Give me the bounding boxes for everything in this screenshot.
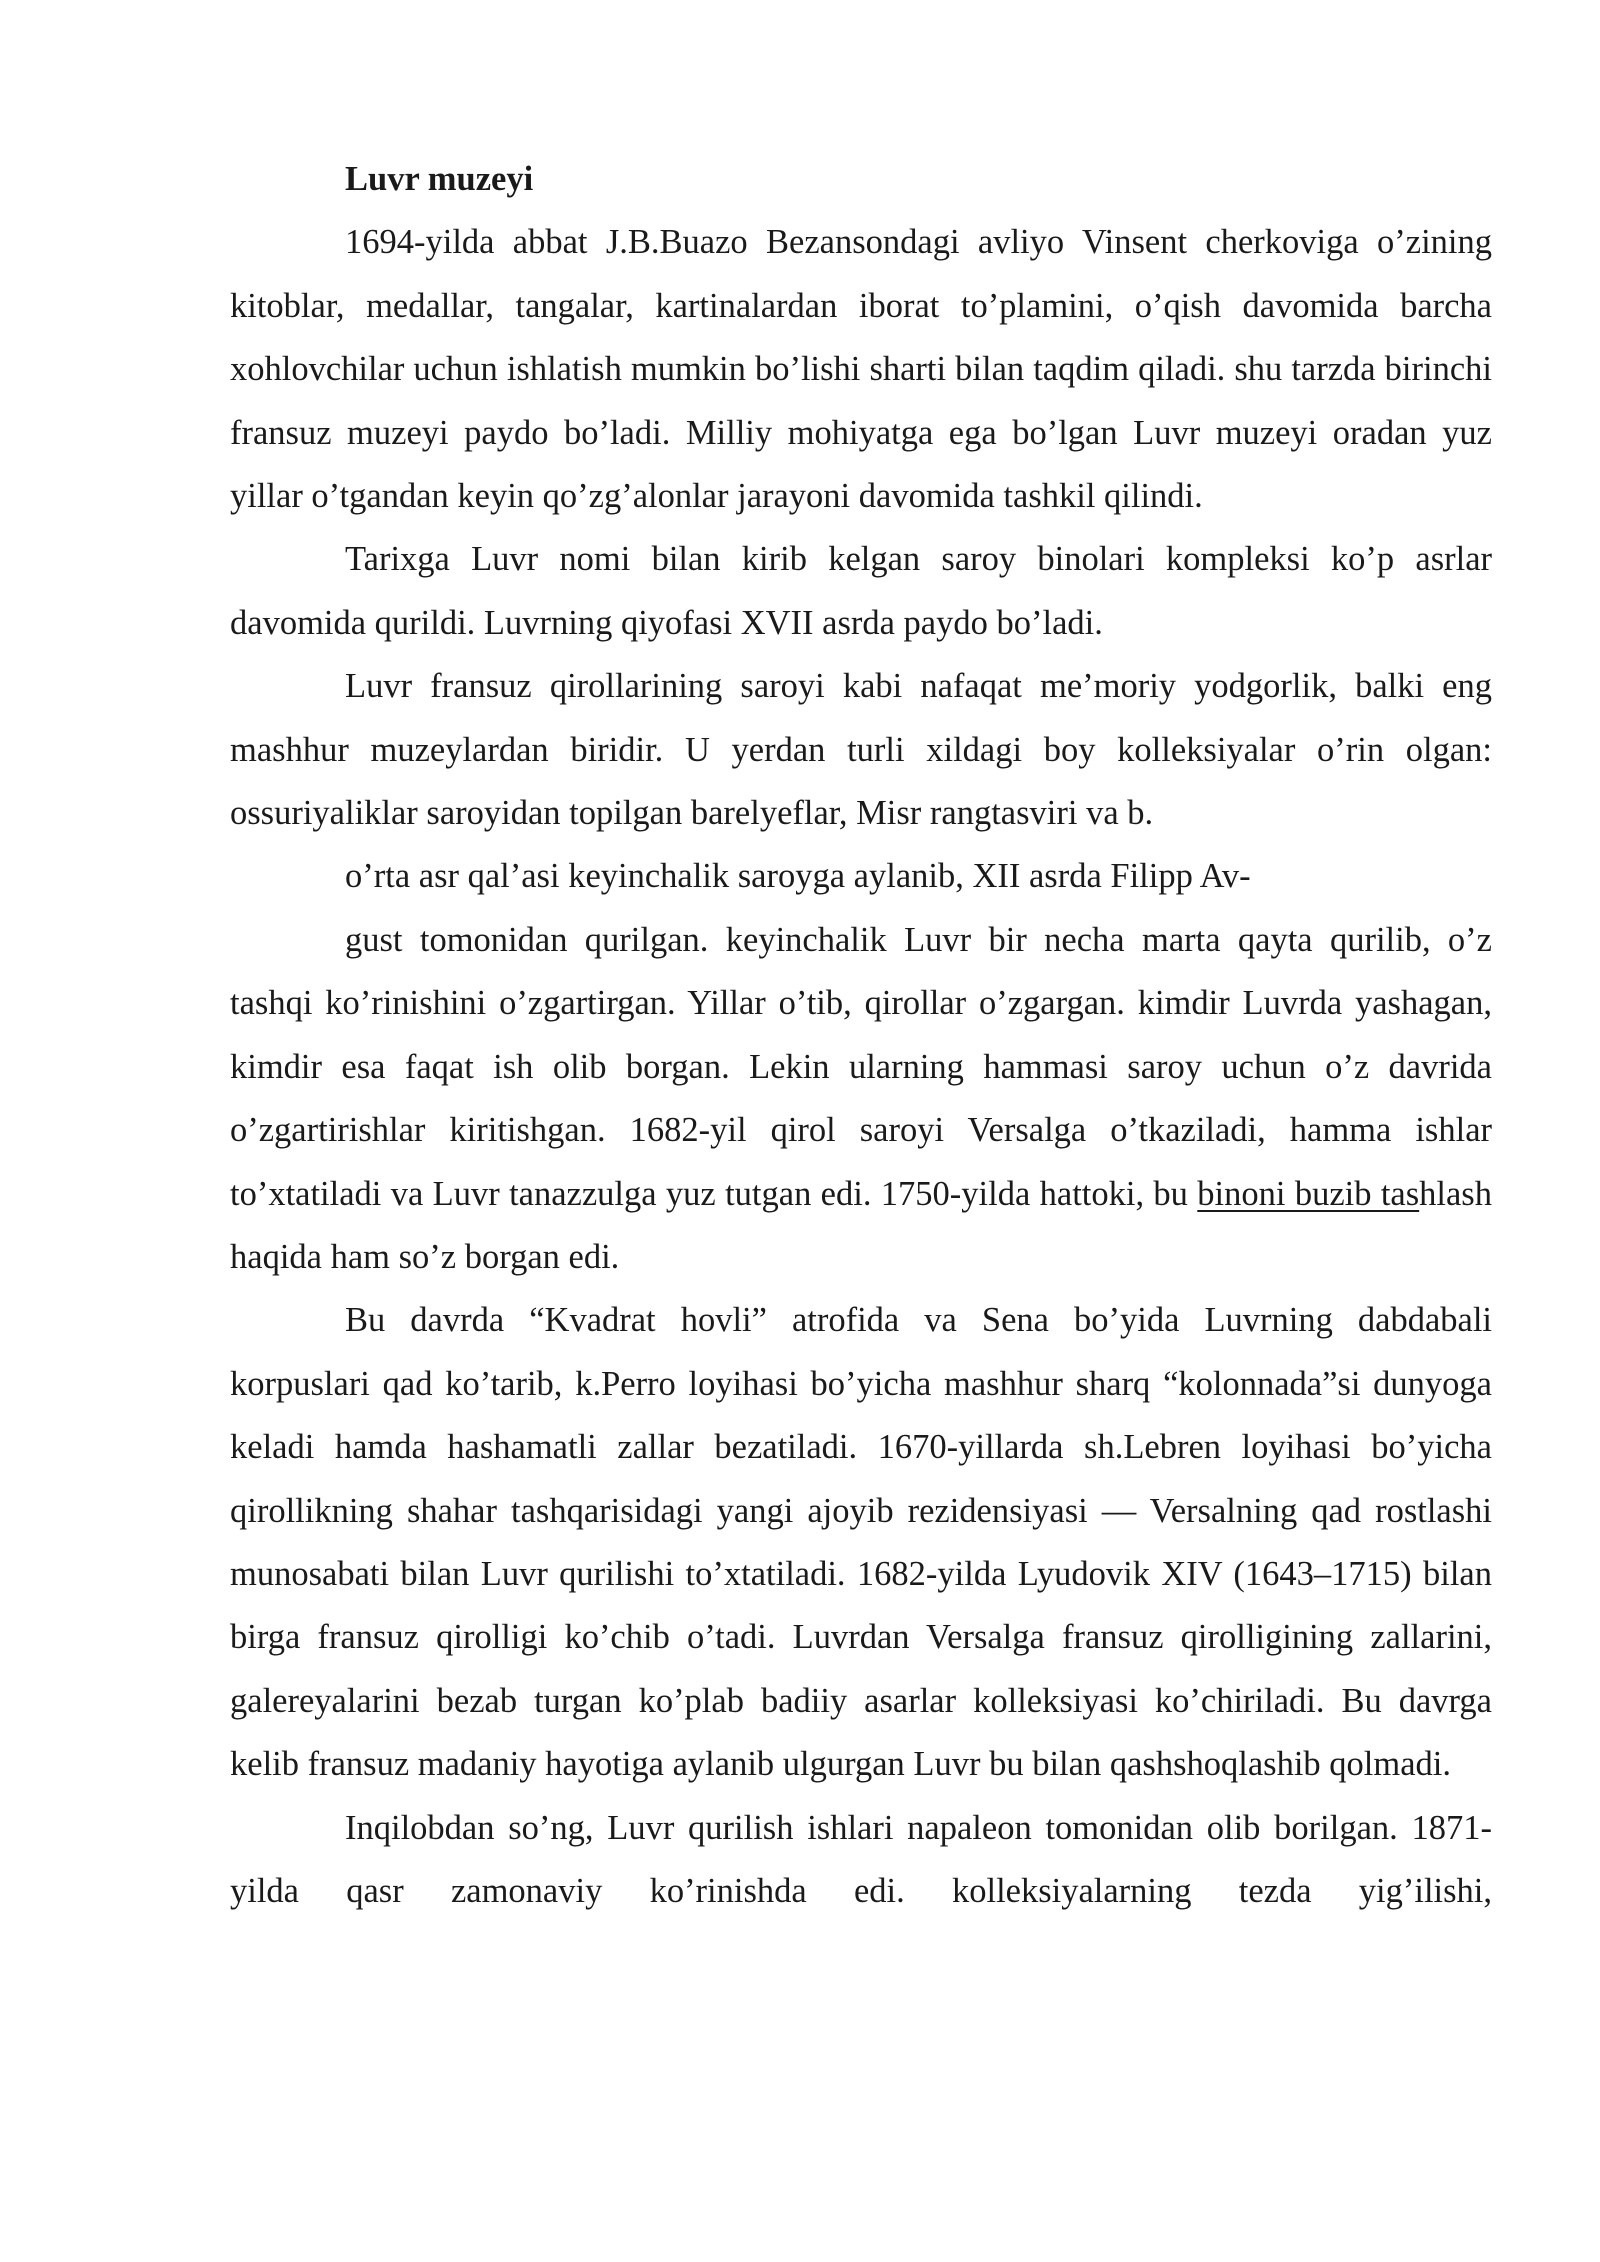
- paragraph-2: Tarixga Luvr nomi bilan kirib kelgan saroy binolari kompleksi ko’p asrlar davomida qurildi. Luvrning qiyofasi XVII asrda paydo bo’ladi.: [230, 540, 1492, 642]
- paragraph-6: Bu davrda “Kvadrat hovli” atrofida va Sena bo’yida Luvrning dabdabali korpuslari qad ko’tarib, k.Perro loyihasi bo’yicha mashhur sharq “kolonnada”si dunyoga keladi hamda hashamatli zallar bezatiladi. 1670-yillarda sh.Lebren loyihasi bo’yicha qirollikning shahar tashqarisidagi yangi ajoyib rezidensiyasi — Versalning qad rostlashi munosabati bilan Luvr qurilishi to’xtatiladi. 1682-yilda Lyudovik XIV (1643–1715) bilan birga fransuz qirolligi ko’chib o’tadi. Luvrdan Versalga fransuz qirolligining zallarini, galereyalarini bezab turgan ko’plab badiiy asarlar kolleksiyasi ko’chiriladi. Bu davrga kelib fransuz madaniy hayotiga aylanib ulgurgan Luvr bu bilan qashshoqlashib qolmadi.: [230, 1301, 1492, 1784]
- document-title: Luvr muzeyi: [345, 160, 534, 198]
- paragraph-5-text-start: gust tomonidan qurilgan. keyinchalik Luvr bir necha marta qayta qurilib, o’z tashqi ko’rinishini o’zgartirgan. Yillar o’tib, qirollar o’zgargan. kimdir Luvrda yashagan, kimdir esa faqat ish olib borgan. Lekin ularning hammasi saroy uchun o’z davrida o’zgartirishlar kiritishgan. 1682-yil qirol saroyi Versalga o’tkaziladi, hamma ishlar to’xtatiladi va Luvr tanazzulga yuz tutgan edi. 1750-yilda hattoki, bu: [230, 920, 1492, 1213]
- paragraph-5-text-end: hlash haqida ham so’z borgan edi.: [230, 1174, 1492, 1276]
- paragraph-4: o’rta asr qal’asi keyinchalik saroyga aylanib, XII asrda Filipp Av-: [345, 857, 1251, 896]
- paragraph-7: Inqilobdan so’ng, Luvr qurilish ishlari napaleon tomonidan olib borilgan. 1871-yilda qasr zamonaviy ko’rinishda edi. kolleksiyalarning tezda yig’ilishi,: [230, 1808, 1492, 1910]
- underlined-text: binoni buzib tas: [1197, 1174, 1420, 1213]
- paragraph-5: [230, 909, 1492, 1289]
- document-body: [230, 148, 1492, 1923]
- paragraph-3: Luvr fransuz qirollarining saroyi kabi nafaqat me’moriy yodgorlik, balki eng mashhur muzeylardan biridir. U yerdan turli xildagi boy kolleksiyalar o’rin olgan: ossuriyaliklar saroyidan topilgan barelyeflar, Misr rangtasviri va b.: [230, 667, 1492, 833]
- paragraph-1: 1694-yilda abbat J.B.Buazo Bezansondagi avliyo Vinsent cherkoviga o’zining kitoblar, medallar, tangalar, kartinalardan iborat to’plamini, o’qish davomida barcha xohlovchilar uchun ishlatish mumkin bo’lishi sharti bilan taqdim qiladi. shu tarzda birinchi fransuz muzeyi paydo bo’ladi. Milliy mohiyatga ega bo’lgan Luvr muzeyi oradan yuz yillar o’tgandan keyin qo’zg’alonlar jarayoni davomida tashkil qilindi.: [230, 223, 1492, 516]
